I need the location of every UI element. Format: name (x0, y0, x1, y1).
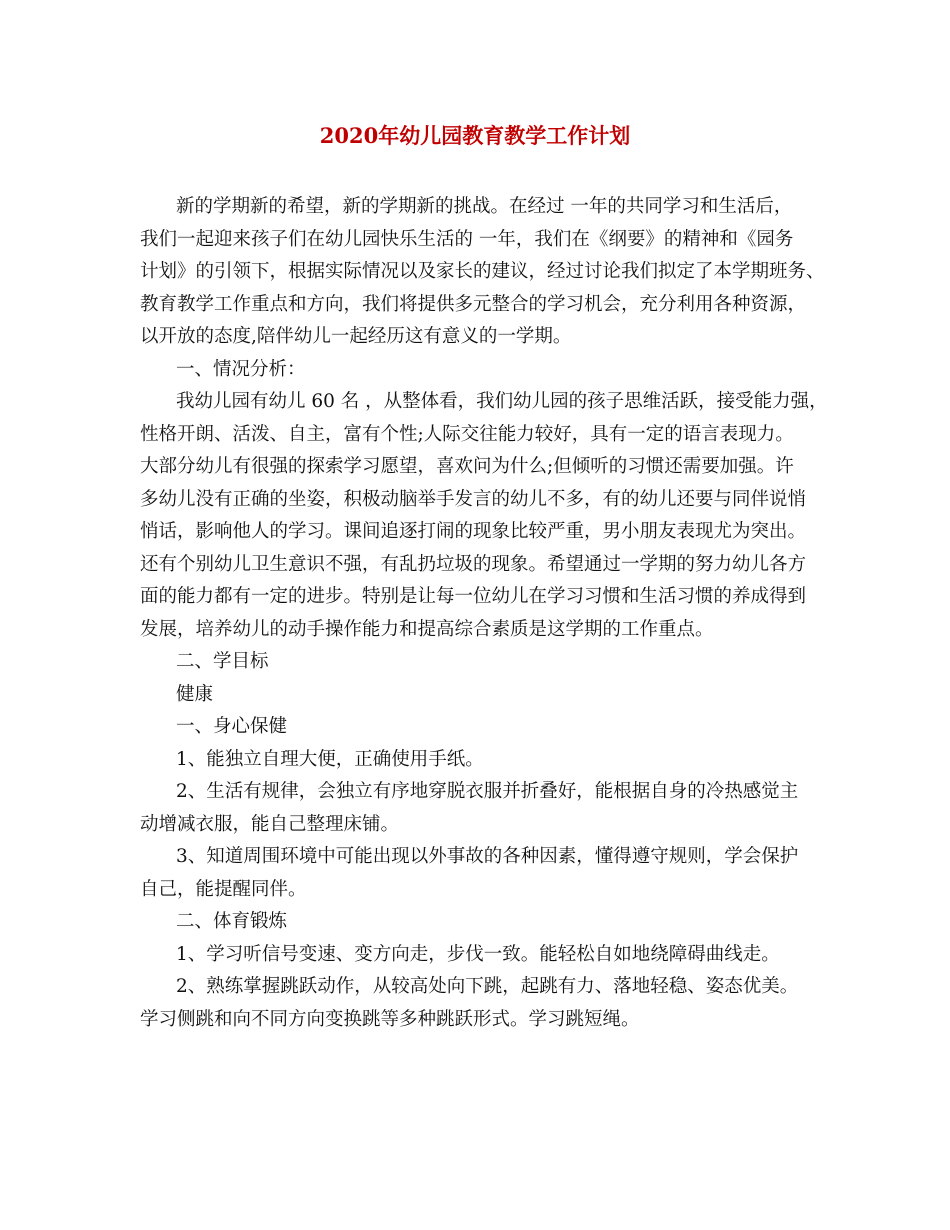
text-line: 教育教学工作重点和方向，我们将提供多元整合的学习机会，充分利用各种资源， (140, 293, 807, 315)
text-line: 我们一起迎来孩子们在幼儿园快乐生活的 一年，我们在《纲要》的精神和《园务 (140, 228, 794, 250)
text-line: 2、熟练掌握跳跃动作，从较高处向下跳，起跳有力、落地轻稳、姿态优美。 (176, 976, 799, 997)
text-line: 2、生活有规律，会独立有序地穿脱衣服并折叠好，能根据自身的冷热感觉主 (176, 781, 799, 802)
text-line: 性格开朗、活泼、自主，富有个性;人际交往能力较好，具有一定的语言表现力。 (140, 423, 794, 445)
text-line: 面的能力都有一定的进步。特别是让每一位幼儿在学习习惯和生活习惯的养成得到 (140, 586, 807, 607)
text-line: 1、能独立自理大便，正确使用手纸。 (176, 748, 484, 770)
text-line: 自己，能提醒同伴。 (140, 878, 307, 900)
text-line: 一、身心保健 (176, 716, 288, 737)
text-line: 我幼儿园有幼儿 60 名 ，从整体看，我们幼儿园的孩子思维活跃，接受能力强， (176, 391, 828, 412)
text-line: 健康 (176, 683, 214, 705)
text-line: 新的学期新的希望，新的学期新的挑战。在经过 一年的共同学习和生活后， (176, 196, 793, 217)
text-line: 以开放的态度,陪伴幼儿一起经历这有意义的一学期。 (140, 326, 572, 347)
text-line: 大部分幼儿有很强的探索学习愿望，喜欢问为什么;但倾听的习惯还需要加强。许 (140, 456, 794, 477)
text-line: 还有个别幼儿卫生意识不强，有乱扔垃圾的现象。希望通过一学期的努力幼儿各方 (140, 553, 807, 575)
text-line: 多幼儿没有正确的坐姿，积极动脑举手发言的幼儿不多，有的幼儿还要与同伴说悄 (140, 488, 807, 510)
text-line: 3、知道周围环境中可能出现以外事故的各种因素，懂得遵守规则，学会保护 (176, 846, 799, 867)
text-line: 学习侧跳和向不同方向变换跳等多种跳跃形式。学习跳短绳。 (140, 1008, 640, 1030)
document-body (140, 191, 828, 1036)
text-line: 二、体育锻炼 (176, 911, 288, 932)
text-line: 悄话，影响他人的学习。课间追逐打闹的现象比较严重，男小朋友表现尤为突出。 (140, 521, 807, 542)
text-line: 发展，培养幼儿的动手操作能力和提高综合素质是这学期的工作重点。 (140, 618, 714, 640)
document-title: 2020年幼儿园教育教学工作计划 (319, 123, 631, 148)
text-line: 动增减衣服，能自己整理床铺。 (140, 813, 400, 835)
text-line: 1、学习听信号变速、变方向走，步伐一致。能轻松自如地绕障碍曲线走。 (176, 943, 780, 965)
text-line: 二、学目标 (176, 651, 269, 672)
text-line: 计划》的引领下，根据实际情况以及家长的建议，经过讨论我们拟定了本学期班务、 (140, 261, 825, 282)
text-line: 一、情况分析： (176, 358, 306, 380)
